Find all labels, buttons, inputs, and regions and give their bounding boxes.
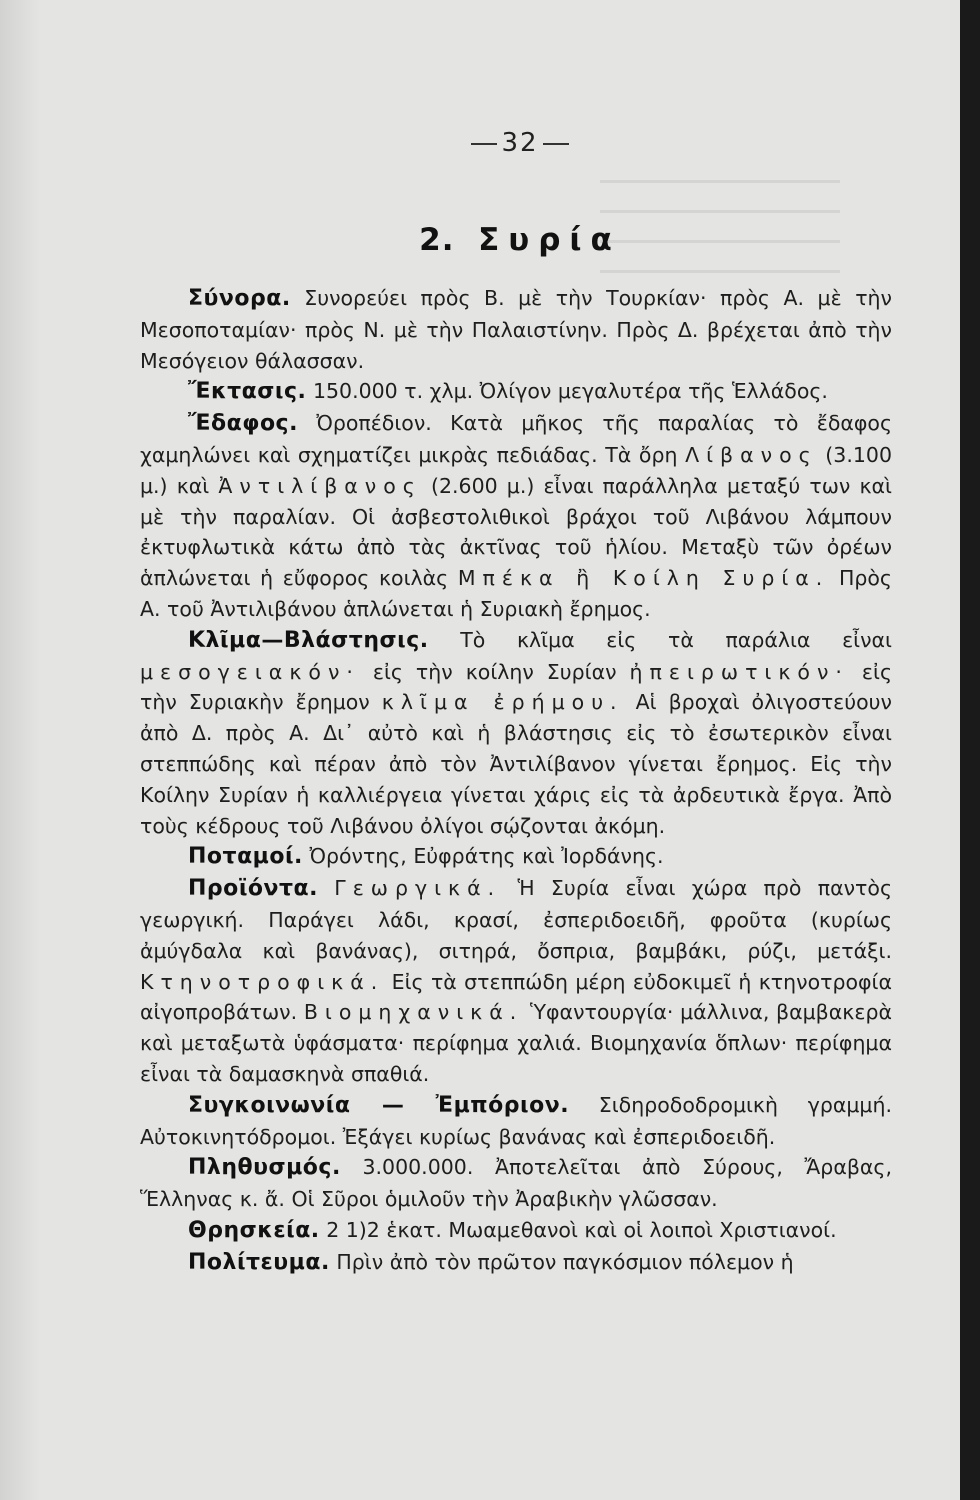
page-number: 32	[0, 128, 960, 158]
heading-area: Ἔκτασις.	[188, 379, 307, 405]
government-text: Πρὶν ἀπὸ τὸν πρῶτον παγκόσμιον πόλεμον ἡ	[336, 1249, 794, 1274]
terrain-text-2: (3.100 μ.) καὶ	[140, 442, 892, 498]
section-number: 2.	[419, 222, 455, 258]
area-text: 150.000 τ. χλμ. Ὀλίγον μεγαλυτέρα τῆς Ἑλλάδος.	[312, 379, 828, 404]
climate-spaced-1: μεσογειακόν·	[140, 659, 360, 684]
paragraph-religion	[140, 1215, 892, 1247]
terrain-spaced-1: Λίβανος	[685, 442, 818, 467]
religion-text: 2 1)2 ἑκατ. Μωαμεθανοὶ καὶ οἱ λοιποὶ Χριστιανοί.	[326, 1217, 837, 1242]
paragraph-terrain	[140, 408, 892, 625]
transport-trade-text: Σιδηροδοδρομικὴ γραμμή. Αὐτοκινητόδρομοι. Ἐξάγει κυρίως βανάνας καὶ ἐσπεριδοειδῆ.	[140, 1092, 892, 1149]
heading-population: Πληθυσμός.	[188, 1155, 341, 1181]
heading-rivers: Ποταμοί.	[188, 844, 303, 870]
section-title-text: Συρία	[478, 222, 621, 258]
heading-borders: Σύνορα.	[188, 286, 291, 311]
paragraph-transport-trade	[140, 1090, 892, 1153]
paragraph-government	[140, 1247, 892, 1279]
population-text: 3.000.000. Ἀποτελεῖται ἀπὸ Σύρους, Ἄραβας, Ἕλληνας κ. ἄ. Οἱ Σῦροι ὁμιλοῦν τὴν Ἀραβικὴν γλῶσσαν.	[140, 1155, 892, 1212]
paragraph-population	[140, 1152, 892, 1215]
products-spaced-1: Γεωργικά.	[334, 876, 502, 901]
climate-spaced-2: ἠπειρωτικόν·	[629, 659, 849, 684]
products-text-1: Ἡ Συρία εἶναι χώρα πρὸ παντὸς γεωργική. Παράγει λάδι, κρασί, ἐσπεριδοειδῆ, φροῦτα (κυρίως ἀμύγδαλα καὶ βανάνας), σιτηρά, ὄσπρια, βαμβάκι, ρύζι, μετάξι.	[140, 876, 892, 963]
heading-terrain: Ἔδαφος.	[188, 411, 298, 437]
climate-text-4: Αἱ βροχαὶ ὀλιγοστεύουν ἀπὸ Δ. πρὸς Α. Δι᾽ αὐτὸ καὶ ἡ βλάστησις εἰς τὸ ἐσωτερικὸν εἶναι στεππώδης καὶ πέραν ἀπὸ τὸν Ἀντιλίβανον γίνεται ἔρημος. Εἰς τὴν Κοίλην Συρίαν ἡ καλλιέργεια γίνεται χάρις εἰς τὰ ἀρδευτικὰ ἔργα. Ἀπὸ τοὺς κέδρους τοῦ Λιβάνου ὀλίγοι σῴζονται ἀκόμη.	[140, 690, 892, 838]
climate-text-1: Τὸ κλῖμα εἰς τὰ παράλια εἶναι	[460, 627, 892, 652]
products-spaced-3: Βιομηχανικά.	[303, 1000, 524, 1025]
section-title	[0, 222, 960, 258]
climate-text-2: εἰς τὴν κοίλην Συρίαν	[372, 659, 617, 684]
terrain-spaced-3: Μπέκα ἢ Κοίλη Συρία.	[457, 566, 830, 591]
paragraph-rivers	[140, 841, 892, 873]
climate-spaced-3: κλῖμα ἐρήμου.	[381, 690, 624, 715]
borders-text: Συνορεύει πρὸς Β. μὲ τὴν Τουρκίαν· πρὸς Α. μὲ τὴν Μεσοποταμίαν· πρὸς Ν. μὲ τὴν Παλαιστίνην. Πρὸς Δ. βρέχεται ἀπὸ τὴν Μεσόγειον θάλασσαν.	[140, 286, 892, 373]
heading-climate: Κλῖμα—Βλάστησις.	[188, 627, 429, 653]
products-spaced-2: Κτηνοτροφικά.	[140, 969, 385, 994]
heading-government: Πολίτευμα.	[188, 1249, 330, 1275]
terrain-text-1: Ὀροπέδιον. Κατὰ μῆκος τῆς παραλίας τὸ ἔδαφος χαμηλώνει καὶ σχηματίζει μικρὰς πεδιάδας. Τὰ ὄρη	[140, 411, 892, 467]
rivers-text: Ὀρόντης, Εὐφράτης καὶ Ἰορδάνης.	[309, 844, 664, 869]
paragraph-climate	[140, 625, 892, 842]
body-text	[140, 283, 892, 1279]
paragraph-area	[140, 376, 892, 408]
heading-religion: Θρησκεία.	[188, 1217, 320, 1243]
paragraph-products	[140, 873, 892, 1090]
heading-transport-trade: Συγκοινωνία — Ἐμπόριον.	[188, 1092, 570, 1118]
products-text-2: Εἰς τὰ στεππώδη μέρη εὐδοκιμεῖ ἡ κτηνοτροφία αἰγοπροβάτων.	[140, 969, 892, 1025]
climate-text-3: εἰς τὴν Συριακὴν ἔρημον	[140, 659, 892, 715]
terrain-text-4: Πρὸς Α. τοῦ Ἀντιλιβάνου ἁπλώνεται ἡ Συριακὴ ἔρημος.	[140, 566, 892, 621]
terrain-spaced-2: Ἀντιλίβανος	[218, 473, 422, 498]
heading-products: Προϊόντα.	[188, 876, 318, 902]
products-text-3: Ὑφαντουργία· μάλλινα, βαμβακερὰ καὶ μεταξωτὰ ὑφάσματα· περίφημα χαλιά. Βιομηχανία ὅπλων· περίφημα εἶναι τὰ δαμασκηνὰ σπαθιά.	[140, 1000, 892, 1086]
terrain-text-3: (2.600 μ.) εἶναι παράλληλα μεταξύ των καὶ μὲ τὴν παραλίαν. Οἱ ἀσβεστολιθικοὶ βράχοι τοῦ Λιβάνου λάμπουν ἐκτυφλωτικὰ κάτω ἀπὸ τὰς ἀκτῖνας τοῦ ἡλίου. Μεταξὺ τῶν ὀρέων ἁπλώνεται ἡ εὔφορος κοιλὰς	[140, 473, 892, 591]
paragraph-borders	[140, 283, 892, 376]
